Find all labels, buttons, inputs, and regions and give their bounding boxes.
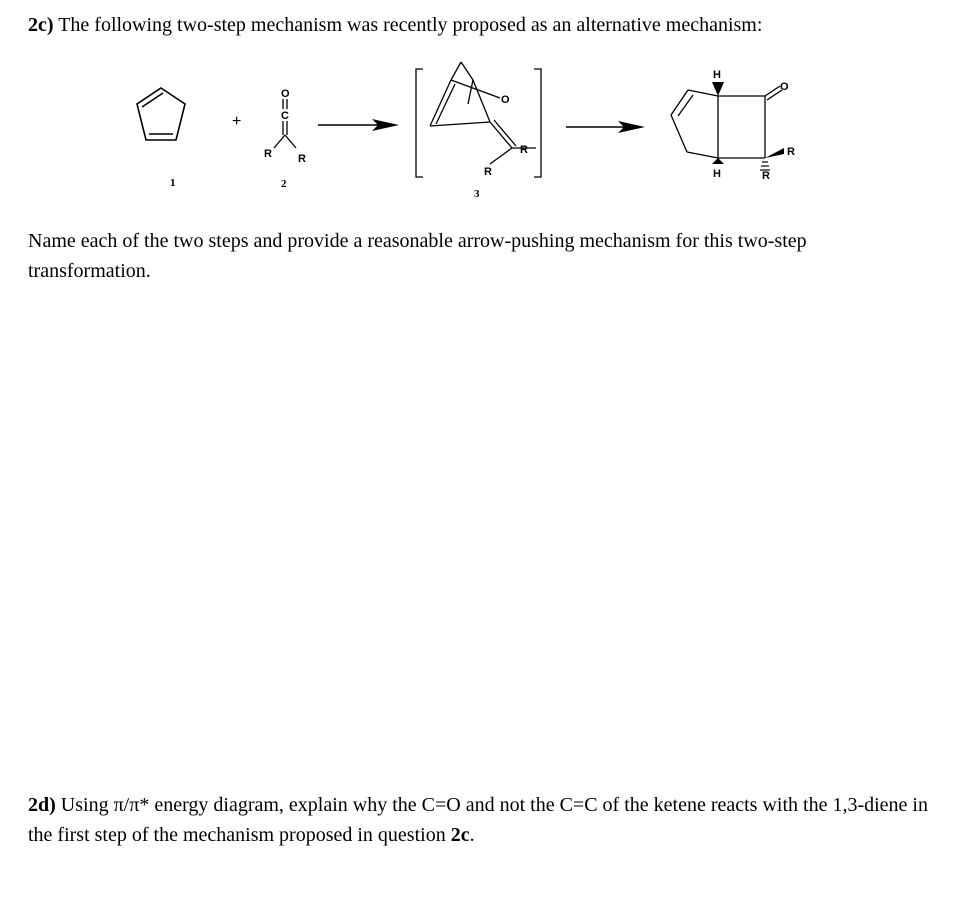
question-2d-ref: 2c: [450, 824, 470, 846]
ketene-oxygen: O: [281, 88, 290, 100]
product-structure: [671, 86, 782, 158]
ketene-structure: [274, 99, 296, 148]
reaction-arrow-2: [566, 121, 645, 133]
product-oxygen: O: [780, 81, 789, 93]
reaction-arrow-1: [318, 119, 399, 131]
cyclopentadiene-structure: [137, 88, 185, 140]
question-2d: [28, 790, 928, 850]
ketene-r-left: R: [264, 148, 272, 160]
question-2c-text: The following two-step mechanism was recently proposed as an alternative mechanism:: [58, 14, 763, 36]
intermediate-r-bottom: R: [484, 166, 492, 178]
question-2d-text: Using π/π* energy diagram, explain why the C=O and not the C=C of the ketene reacts with the 1,3-diene in the first step of the mechanism proposed in question: [28, 794, 928, 846]
question-2c-number: 2c): [28, 14, 54, 36]
question-2d-end: .: [469, 824, 475, 846]
compound-label-2: 2: [281, 178, 287, 190]
ketene-carbon: C: [281, 110, 289, 122]
product-h-bottom: H: [713, 168, 721, 180]
product-r-bottom: R: [762, 170, 770, 182]
intermediate-oxygen: O: [501, 94, 510, 106]
intermediate-r-right: R: [520, 144, 528, 156]
plus-sign: +: [232, 113, 242, 130]
ketene-r-right: R: [298, 153, 306, 165]
product-r-right: R: [787, 146, 795, 158]
product-h-top: H: [713, 69, 721, 81]
compound-label-3: 3: [474, 188, 480, 200]
question-2c-prompt: Name each of the two steps and provide a reasonable arrow-pushing mechanism for this two-step transformation.: [28, 230, 807, 282]
question-2d-number: 2d): [28, 794, 56, 816]
compound-label-1: 1: [170, 177, 176, 189]
